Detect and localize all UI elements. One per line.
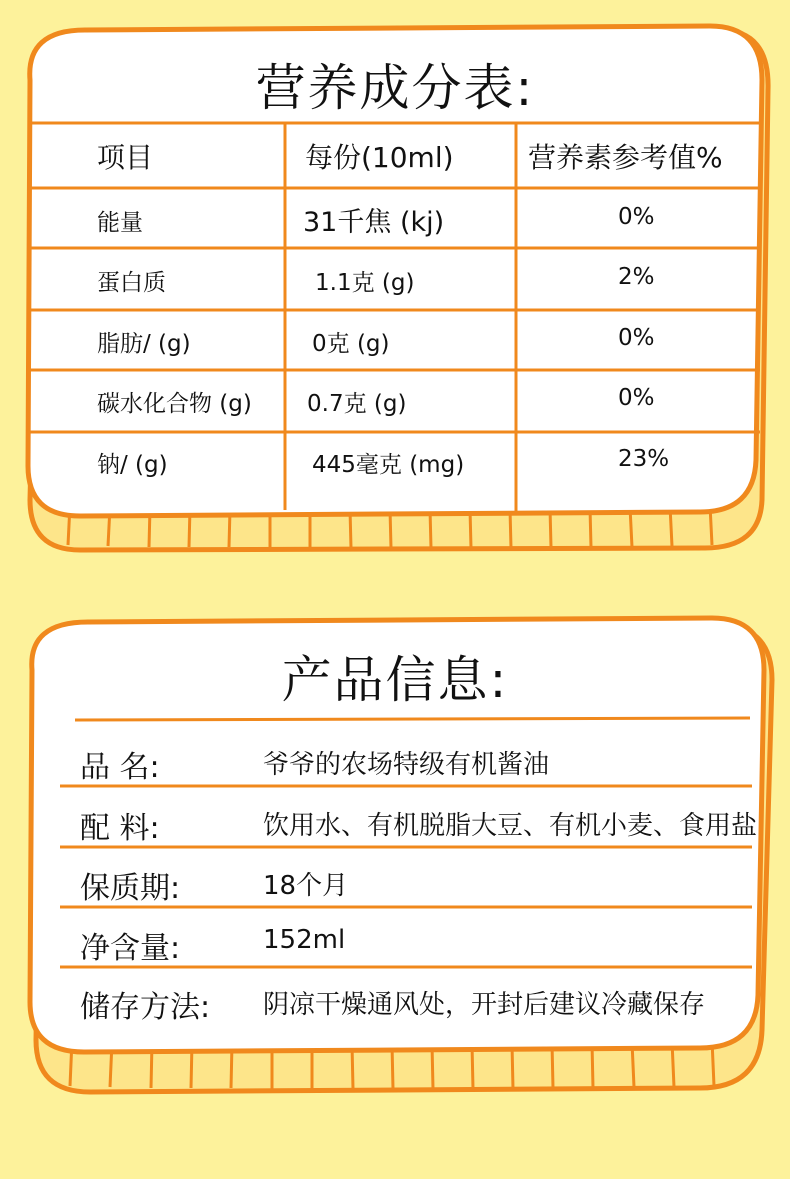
nutrition-card (0, 0, 790, 560)
info-value: 18个月 (263, 871, 349, 901)
row-per-serving: 31千焦 (kj) (303, 207, 445, 238)
info-label: 品 名: (80, 750, 160, 785)
info-value: 爷爷的农场特级有机酱油 (263, 750, 550, 780)
row-per-serving: 1.1克 (g) (315, 270, 415, 296)
info-label: 配 料: (80, 811, 160, 846)
header-item: 项目 (97, 141, 154, 174)
info-label: 储存方法: (80, 990, 211, 1025)
row-nrv: 0% (618, 385, 655, 411)
row-item: 脂肪/ (g) (97, 331, 191, 357)
product-info-card (0, 610, 790, 1110)
row-nrv: 23% (618, 446, 670, 472)
row-item: 钠/ (g) (97, 452, 168, 478)
row-nrv: 0% (618, 204, 655, 230)
header-nrv: 营养素参考值% (528, 141, 723, 174)
row-per-serving: 0.7克 (g) (307, 391, 407, 417)
product-info-title: 产品信息: (281, 651, 509, 709)
row-item: 蛋白质 (97, 270, 166, 296)
row-per-serving: 445毫克 (mg) (312, 452, 465, 478)
info-value: 152ml (263, 925, 346, 955)
info-value: 饮用水、有机脱脂大豆、有机小麦、食用盐 (263, 811, 758, 841)
nutrition-title: 营养成分表: (255, 59, 535, 117)
row-nrv: 2% (618, 264, 655, 290)
info-label: 保质期: (80, 871, 181, 906)
info-value: 阴凉干燥通风处，开封后建议冷藏保存 (263, 990, 706, 1020)
row-nrv: 0% (618, 325, 655, 351)
info-label: 净含量: (80, 931, 181, 966)
row-per-serving: 0克 (g) (312, 331, 390, 357)
row-item: 能量 (97, 210, 143, 236)
header-per-serving: 每份(10ml) (305, 141, 454, 174)
row-item: 碳水化合物 (g) (97, 391, 252, 417)
